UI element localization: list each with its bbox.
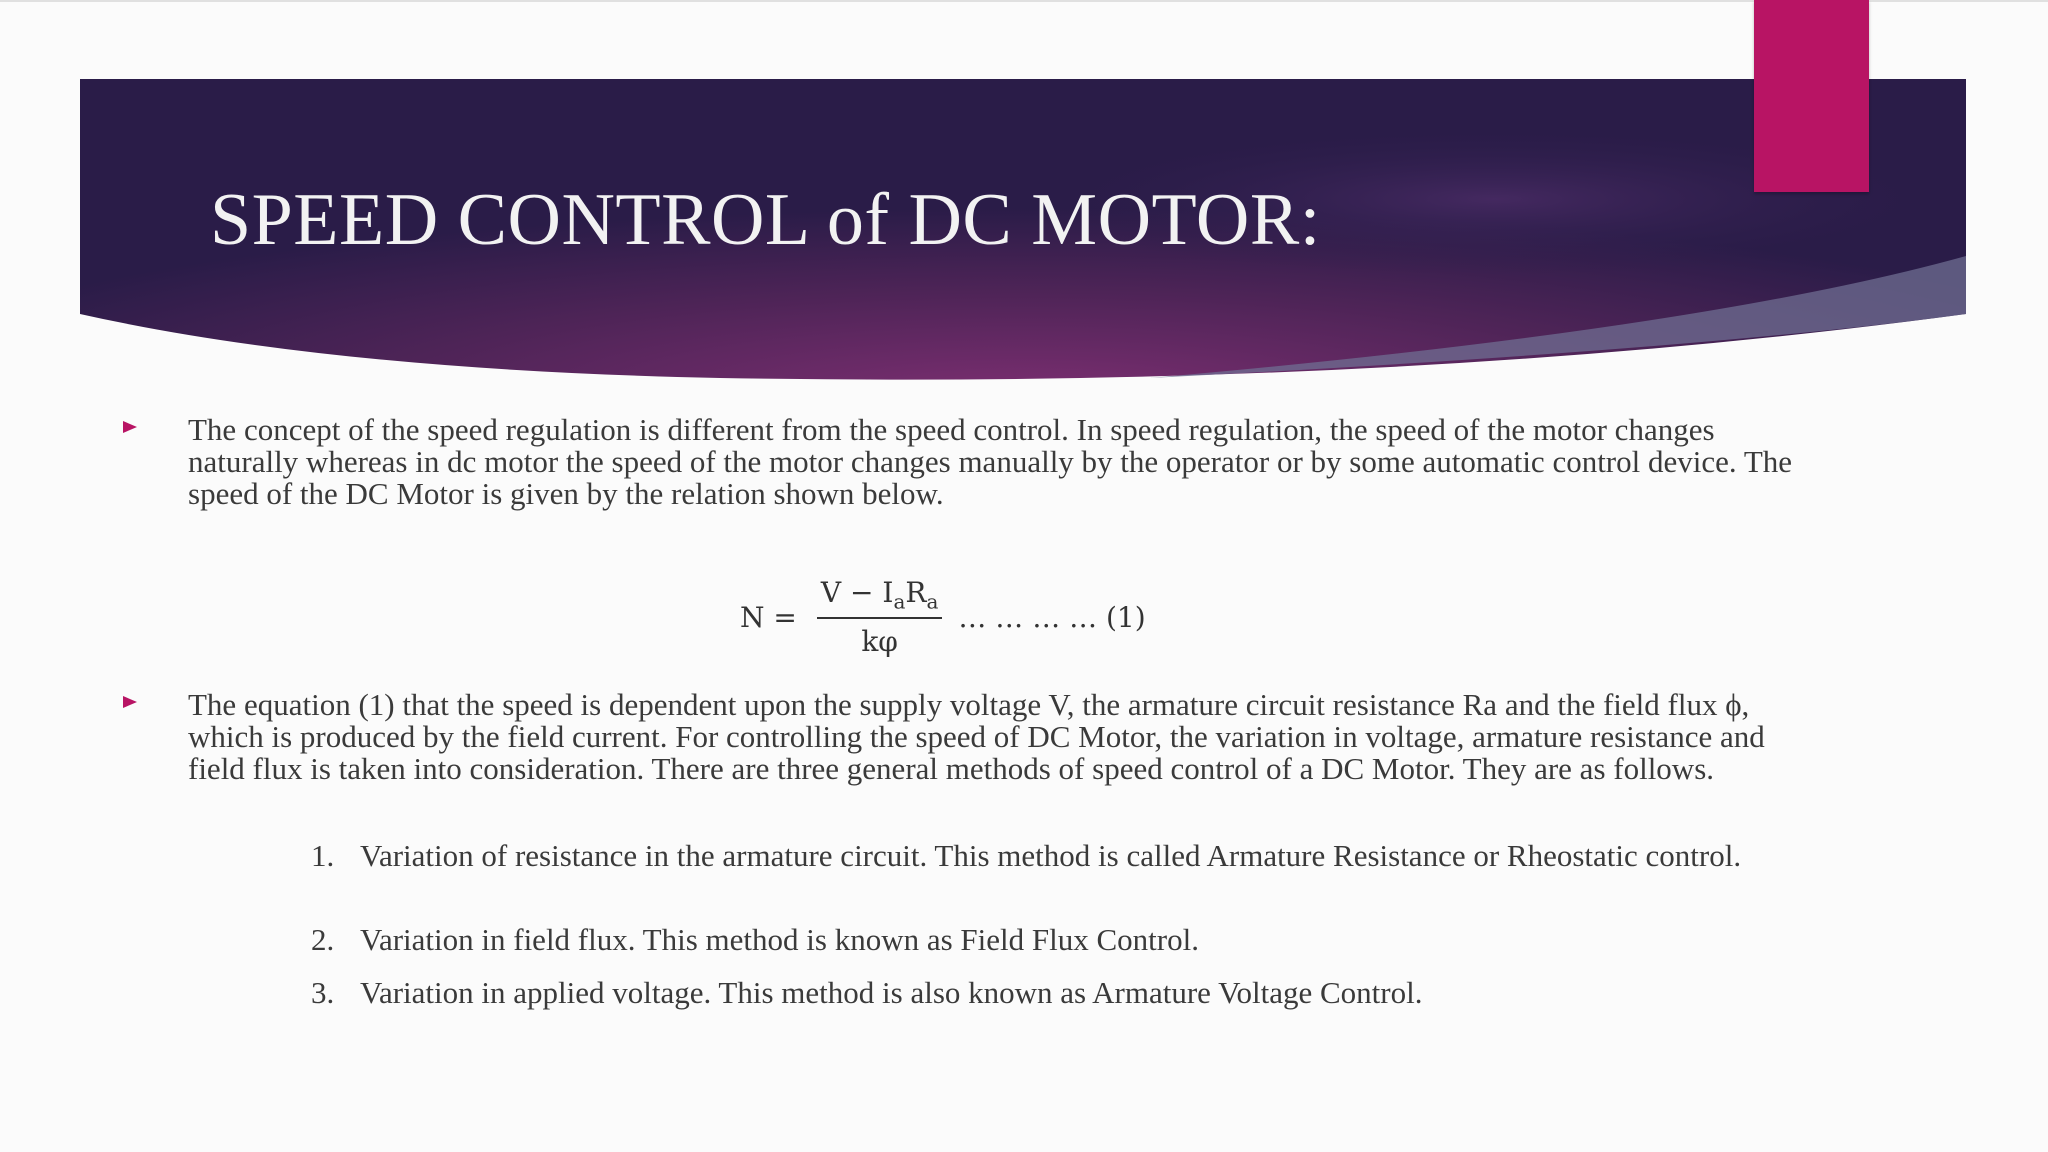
equation-number: … … … … (1): [958, 600, 1146, 634]
method-item-1: [311, 840, 1761, 872]
numerator-v: V −: [820, 575, 874, 609]
method-number: 3.: [311, 975, 335, 1010]
speed-equation: [740, 572, 1146, 662]
method-item-3: [311, 977, 1761, 1009]
equation-fraction: [817, 576, 943, 659]
bullet-arrow-icon: [123, 696, 137, 708]
method-text: Variation of resistance in the armature circuit. This method is called Armature Resistance or Rheostatic control.: [360, 838, 1742, 873]
bullet-paragraph-1: [188, 414, 1808, 510]
bullet-paragraph-2: [188, 689, 1808, 785]
method-text: Variation in applied voltage. This method is also known as Armature Voltage Control.: [360, 975, 1423, 1010]
equation-lhs: N =: [740, 600, 797, 634]
numerator-r: R: [905, 575, 927, 609]
numerator-i: I: [882, 575, 894, 609]
method-number: 1.: [311, 838, 335, 873]
accent-tab: [1754, 0, 1869, 192]
numerator-r-sub: a: [926, 589, 939, 614]
method-text: Variation in field flux. This method is known as Field Flux Control.: [360, 922, 1199, 957]
method-number: 2.: [311, 922, 335, 957]
bullet-text-1: The concept of the speed regulation is different from the speed control. In speed regulation, the speed of the motor changes naturally whereas in dc motor the speed of the motor changes manually by the operator or by some automatic control device. The speed of the DC Motor is given by the relation shown below.: [188, 412, 1793, 511]
bullet-arrow-icon: [123, 421, 137, 433]
equation-denominator: kφ: [861, 625, 898, 659]
equation-numerator: [817, 576, 943, 620]
bullet-text-2: The equation (1) that the speed is dependent upon the supply voltage V, the armature circuit resistance Ra and the field flux ϕ, which is produced by the field current. For controlling the speed of DC Motor, the variation in voltage, armature resistance and field flux is taken into consideration. There are three general methods of speed control of a DC Motor. They are as follows.: [188, 687, 1765, 786]
numerator-i-sub: a: [893, 589, 906, 614]
slide-title: SPEED CONTROL of DC MOTOR:: [210, 179, 1321, 261]
method-item-2: [311, 924, 1761, 956]
